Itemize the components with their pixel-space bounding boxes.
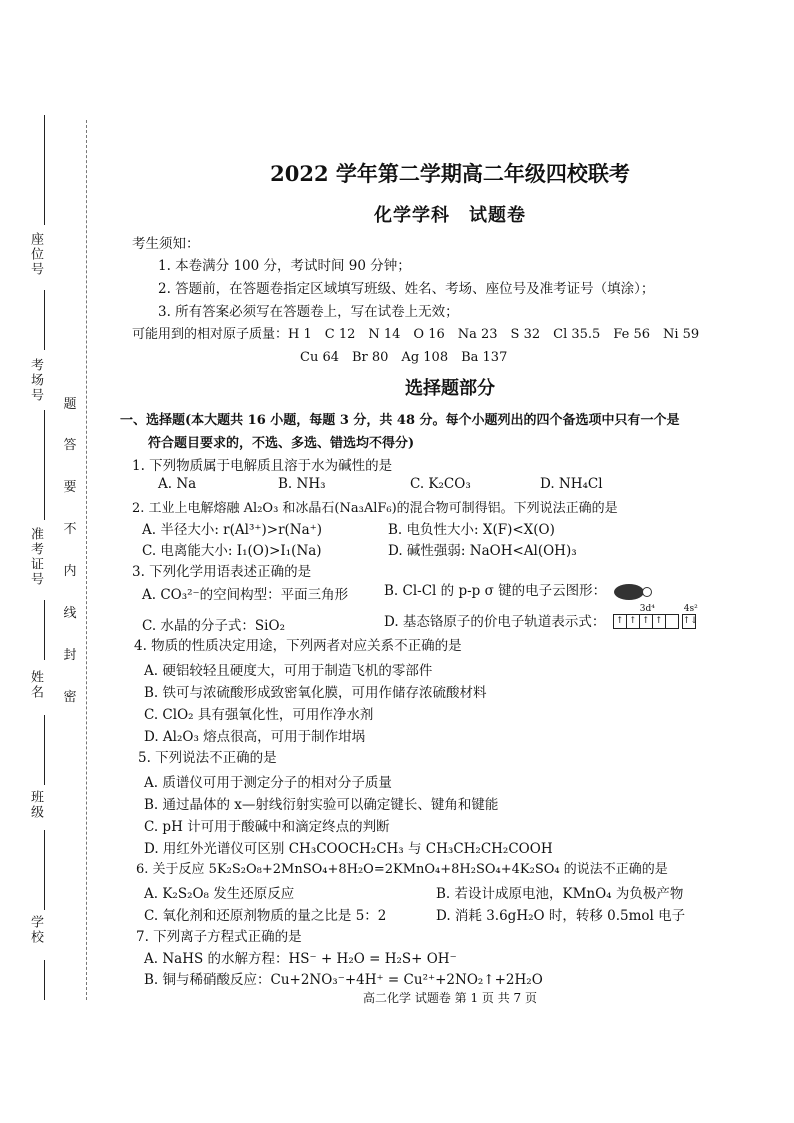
seat-no-underline (44, 290, 45, 350)
exam-room-line (44, 410, 45, 520)
q5-stem: 5. 下列说法不正确的是 (138, 750, 277, 766)
q7-stem: 7. 下列离子方程式正确的是 (136, 929, 302, 945)
seal-char-4: 不 (63, 522, 77, 537)
notice-item-2: 2. 答题前，在答题卷指定区域填写班级、姓名、考场、座位号及准考证号（填涂）； (158, 281, 655, 297)
seat-no-line (44, 115, 45, 225)
admission-no-label: 准考证号 (28, 527, 43, 587)
q3-option-a: A. CO₃²⁻的空间构型：平面三角形 (142, 587, 349, 603)
q6-stem: 6. 关于反应 5K₂S₂O₈+2MnSO₄+8H₂O=2KMnO₄+8H₂SO₄+4K₂SO₄ 的说法不正确的是 (136, 862, 668, 877)
q3-option-b: B. Cl-Cl 的 p-p σ 键的电子云图形： (384, 583, 607, 599)
orbital-diagram (614, 604, 696, 629)
exam-title: 2022 学年第二学期高二年级四校联考 (270, 161, 630, 186)
admission-no-line (44, 600, 45, 660)
section-intro-1: 一、选择题(本大题共 16 小题，每题 3 分，共 48 分。每个小题列出的四个备选项中只有一个是 (120, 413, 680, 428)
q1-option-c: C. K₂CO₃ (410, 476, 471, 492)
q3-option-c: C. 水晶的分子式：SiO₂ (142, 618, 285, 634)
seal-char-5: 内 (63, 564, 77, 579)
q7-option-b: B. 铜与稀硝酸反应：Cu+2NO₃⁻+4H⁺ = Cu²⁺+2NO₂↑+2H₂O (144, 972, 543, 988)
seal-char-2: 答 (63, 438, 77, 453)
class-line (44, 830, 45, 910)
atomic-mass-line-1: 可能用到的相对原子质量：H 1 C 12 N 14 O 16 Na 23 S 32 Cl 35.5 Fe 56 Ni 59 (132, 327, 700, 342)
q6-option-c: C. 氧化剂和还原剂物质的量之比是 5：2 (144, 908, 387, 924)
q5-option-a: A. 质谱仪可用于测定分子的相对分子质量 (144, 775, 392, 791)
orbital-3d-box: ↑ (652, 614, 666, 629)
q1-option-d: D. NH₄Cl (540, 476, 603, 492)
page-footer: 高二化学 试题卷 第 1 页 共 7 页 (363, 991, 537, 1005)
seal-char-3: 要 (63, 480, 77, 495)
q2-option-c: C. 电离能大小: I₁(O)>I₁(Na) (142, 543, 322, 559)
seal-char-7: 封 (63, 648, 77, 663)
notice-heading: 考生须知： (132, 236, 200, 252)
q1-stem: 1. 下列物质属于电解质且溶于水为碱性的是 (132, 458, 393, 474)
orbital-4s-box: ↑↓ (682, 614, 696, 629)
name-label: 姓名 (28, 670, 43, 700)
orbital-3d-label: 3d⁴ (639, 604, 655, 614)
seal-char-6: 线 (63, 606, 77, 621)
orbital-4s-label: 4s² (683, 604, 698, 614)
q6-option-a: A. K₂S₂O₈ 发生还原反应 (144, 886, 295, 902)
seat-no-label: 座位号 (28, 232, 43, 277)
orbital-3d-box (665, 614, 679, 629)
q3-option-d-row (384, 604, 696, 629)
q6-option-d: D. 消耗 3.6gH₂O 时，转移 0.5mol 电子 (436, 908, 686, 924)
q4-option-a: A. 硬铝较轻且硬度大，可用于制造飞机的零部件 (144, 663, 433, 679)
q2-option-a: A. 半径大小: r(Al³⁺)>r(Na⁺) (142, 522, 323, 538)
q5-option-d: D. 用红外光谱仪可区别 CH₃COOCH₂CH₃ 与 CH₃CH₂CH₂COOH (144, 841, 553, 857)
q3-option-b-row (384, 579, 644, 600)
q3-option-d: D. 基态铬原子的价电子轨道表示式： (384, 614, 606, 630)
q3-stem: 3. 下列化学用语表述正确的是 (132, 564, 312, 580)
q2-stem: 2. 工业上电解熔融 Al₂O₃ 和冰晶石(Na₃AlF₆)的混合物可制得铝。下列说法正确的是 (132, 501, 618, 516)
seal-char-1: 题 (63, 397, 77, 412)
school-label: 学校 (28, 915, 43, 945)
seal-char-8: 密 (63, 690, 77, 705)
q4-stem: 4. 物质的性质决定用途，下列两者对应关系不正确的是 (134, 638, 462, 654)
orbital-3d-box: ↑ (626, 614, 640, 629)
q2-option-b: B. 电负性大小: X(F)<X(O) (388, 522, 555, 538)
q4-option-c: C. ClO₂ 具有强氧化性，可用作净水剂 (144, 707, 374, 723)
notice-item-1: 1. 本卷满分 100 分，考试时间 90 分钟； (158, 258, 411, 274)
q7-option-a: A. NaHS 的水解方程：HS⁻ + H₂O = H₂S+ OH⁻ (144, 951, 457, 967)
notice-item-3: 3. 所有答案必须写在答题卷上，写在试卷上无效； (158, 304, 459, 320)
atomic-mass-line-2: Cu 64 Br 80 Ag 108 Ba 137 (300, 350, 508, 365)
name-line (44, 715, 45, 785)
school-line (44, 960, 45, 1000)
binding-margin (0, 0, 120, 1123)
q1-option-b: B. NH₃ (278, 476, 326, 492)
orbital-3d-box: ↑ (613, 614, 627, 629)
section-title: 选择题部分 (405, 378, 495, 399)
q5-option-b: B. 通过晶体的 x—射线衍射实验可以确定键长、键角和键能 (144, 797, 499, 813)
section-intro-2: 符合题目要求的，不选、多选、错选均不得分) (148, 436, 415, 451)
q4-option-d: D. Al₂O₃ 熔点很高，可用于制作坩埚 (144, 729, 366, 745)
class-label: 班级 (28, 790, 43, 820)
q1-option-a: A. Na (158, 476, 197, 492)
exam-subtitle: 化学学科 试题卷 (374, 205, 526, 226)
orbital-boxes (614, 614, 696, 629)
q6-option-b: B. 若设计成原电池，KMnO₄ 为负极产物 (436, 886, 684, 902)
q2-option-d: D. 碱性强弱: NaOH<Al(OH)₃ (388, 543, 577, 559)
electron-cloud-icon (614, 584, 644, 600)
seal-line (86, 120, 87, 1000)
exam-room-label: 考场号 (28, 358, 43, 403)
q4-option-b: B. 铁可与浓硫酸形成致密氧化膜，可用作储存浓硫酸材料 (144, 685, 487, 701)
q5-option-c: C. pH 计可用于酸碱中和滴定终点的判断 (144, 819, 390, 835)
orbital-3d-box: ↑ (639, 614, 653, 629)
